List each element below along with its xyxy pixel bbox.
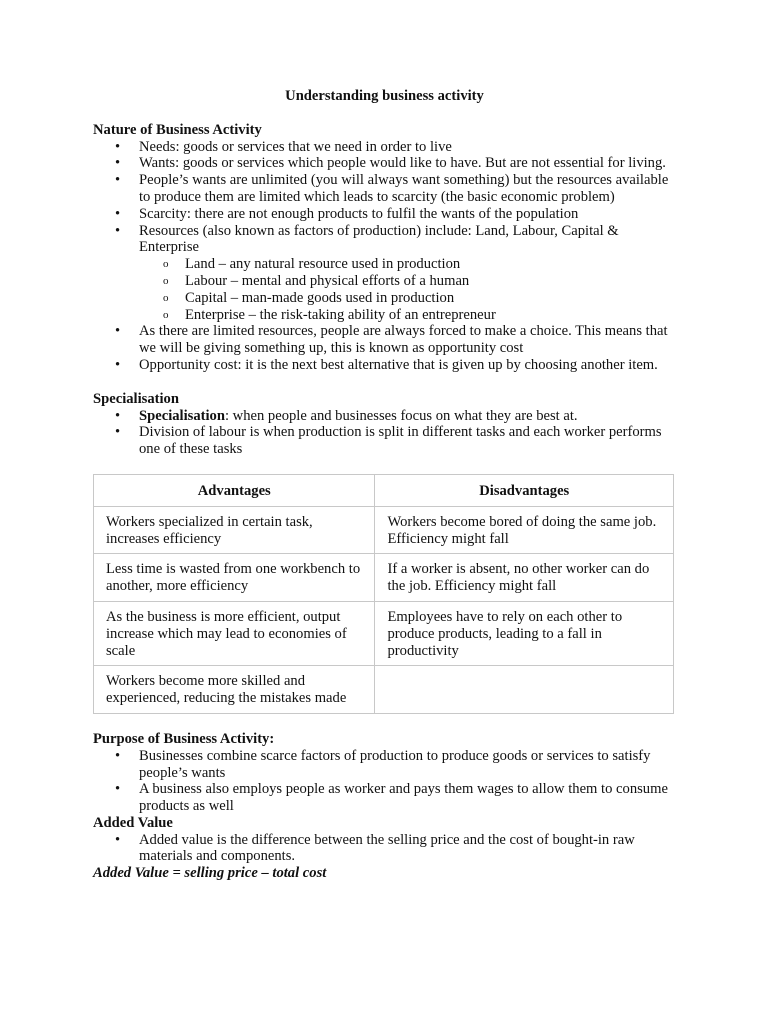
purpose-heading: Purpose of Business Activity:: [93, 730, 275, 747]
added-value-heading: Added Value: [93, 814, 173, 831]
nature-bullet-unlimited-wants: • People’s wants are unlimited (you will always want something) but the resources available to produce them are limited which leads to scarcity (the basic economic problem): [93, 172, 676, 206]
nature-bullet-list: [93, 139, 676, 374]
purpose-bullet-employs: • A business also employs people as worker and pays them wages to allow them to consume products as well: [93, 781, 676, 815]
nature-heading: Nature of Business Activity: [93, 121, 262, 138]
table-header-disadvantages: Disadvantages: [375, 474, 674, 506]
table-row: [94, 554, 674, 602]
table-cell-advantage: Workers become more skilled and experienced, reducing the mistakes made: [94, 666, 375, 714]
specialisation-definition-text: : when people and businesses focus on what they are best at.: [224, 407, 578, 424]
purpose-bullet-list: [93, 748, 676, 815]
table-cell-advantage: Workers specialized in certain task, increases efficiency: [94, 506, 375, 554]
added-value-formula: Added Value = selling price – total cost: [93, 865, 327, 882]
specialisation-bullet-division-of-labour: • Division of labour is when production is split in different tasks and each worker performs one of these tasks: [93, 424, 676, 458]
table-cell-disadvantage: Workers become bored of doing the same job. Efficiency might fall: [375, 506, 674, 554]
table-cell-advantage: As the business is more efficient, output increase which may lead to economies of scale: [94, 601, 375, 665]
purpose-bullet-combine: • Businesses combine scarce factors of production to produce goods or services to satisfy people’s wants: [93, 748, 676, 782]
nature-bullet-scarcity: • Scarcity: there are not enough products to fulfil the wants of the population: [93, 206, 676, 223]
table-cell-disadvantage: [375, 666, 674, 714]
specialisation-bullet-definition: [93, 408, 676, 425]
factor-enterprise: o Enterprise – the risk-taking ability of an entrepreneur: [139, 307, 676, 324]
nature-bullet-choice: • As there are limited resources, people are always forced to make a choice. This means that we will be giving something up, this is known as opportunity cost: [93, 323, 676, 357]
specialisation-bullet-list: [93, 408, 676, 458]
spacer: [93, 374, 676, 391]
specialisation-term: Specialisation: [139, 407, 225, 424]
nature-bullet-needs: • Needs: goods or services that we need in order to live: [93, 139, 676, 156]
nature-bullet-resources-text: Resources (also known as factors of production) include: Land, Labour, Capital & Enterprise: [139, 222, 619, 256]
table-cell-disadvantage: If a worker is absent, no other worker can do the job. Efficiency might fall: [375, 554, 674, 602]
table-row: [94, 666, 674, 714]
nature-bullet-wants: • Wants: goods or services which people would like to have. But are not essential for living.: [93, 155, 676, 172]
table-cell-advantage: Less time is wasted from one workbench to another, more efficiency: [94, 554, 375, 602]
nature-bullet-opportunity-cost: • Opportunity cost: it is the next best alternative that is given up by choosing another item.: [93, 357, 676, 374]
factors-list: [139, 256, 676, 323]
specialisation-heading: Specialisation: [93, 390, 179, 407]
factor-labour: o Labour – mental and physical efforts of a human: [139, 273, 676, 290]
table-row: [94, 506, 674, 554]
advantages-disadvantages-table: [93, 474, 674, 714]
table-row: [94, 601, 674, 665]
table-header-advantages: Advantages: [94, 474, 375, 506]
factor-capital: o Capital – man-made goods used in production: [139, 290, 676, 307]
factor-land: o Land – any natural resource used in production: [139, 256, 676, 273]
added-value-bullet-definition: • Added value is the difference between the selling price and the cost of bought-in raw materials and components.: [93, 832, 676, 866]
document-title: Understanding business activity: [285, 88, 484, 104]
nature-bullet-resources: [93, 223, 676, 324]
added-value-bullet-list: [93, 832, 676, 866]
table-cell-disadvantage: Employees have to rely on each other to produce products, leading to a fall in productivity: [375, 601, 674, 665]
table-header-row: [94, 474, 674, 506]
